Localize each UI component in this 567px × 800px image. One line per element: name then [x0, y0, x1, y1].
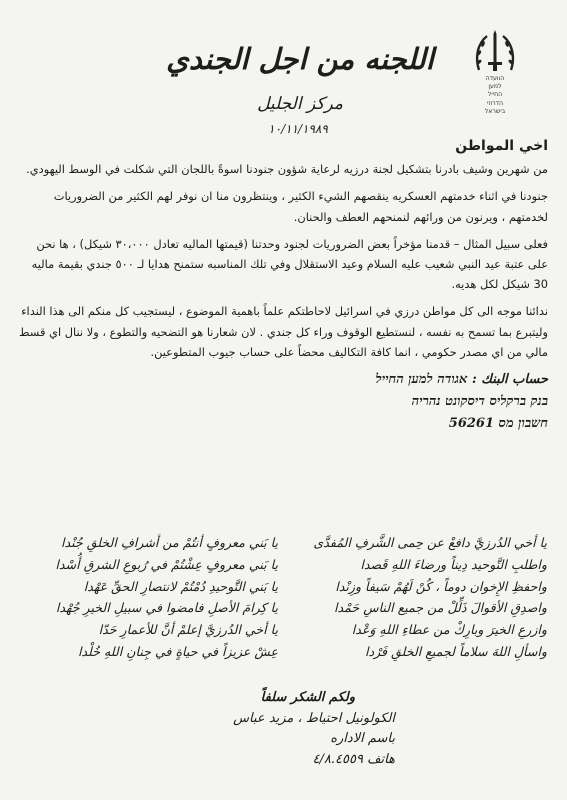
emblem-line: החייל — [487, 91, 503, 99]
bank-line — [18, 369, 548, 391]
bank-account-holder: אגודה למען החייל — [375, 372, 468, 388]
poem-verse: يا بَني معروفٍ عِشْتُمْ في رُبوعِ الشرقِ أُسْدا — [55, 556, 278, 572]
poem-verse: يا كِرامَ الأصلِ فامضوا في سبيلِ الخيرِ جُهْدا — [55, 600, 278, 616]
letterhead-title: اللجنه من اجل الجندي — [166, 42, 434, 76]
poem-verse: يا بَني التَّوحيدِ دُمْتُمْ لانتصارِ الحقِّ عَهْدا — [83, 578, 278, 594]
poem-verse: واطلبِ التَّوحيد دِيناً ورضاءَ اللهِ قَصدا — [360, 556, 547, 572]
poem-verse: واسألِ اللهَ سلاماً لجميعِ الخلقِ فَرْدا — [364, 643, 547, 659]
poem-verse: وازرعِ الخيرَ وبارِكْ من عطاءِ اللهِ وَعْدا — [351, 622, 547, 638]
poem-verse: واصدِقِ الأقوالَ ذَلِّلْ من جميع الناسِ حَمْدا — [334, 600, 547, 616]
bank-branch: בנק ברקליס דיסקונט נהריה — [411, 394, 548, 410]
poem-left-column — [24, 532, 278, 663]
sword-olive-emblem-icon — [473, 30, 517, 74]
bank-label: حساب البنك : — [471, 372, 548, 388]
poem-verse: عِشْ عزيزاً في حياةٍ في جِنانِ اللهِ خُلْدا — [77, 643, 278, 659]
poem-verse: يا بَني معروفٍ أنتُمْ من أشرافِ الخلقِ جُنْدا — [61, 535, 278, 550]
organization-emblem — [466, 30, 524, 114]
greeting: اخي المواطن — [455, 138, 548, 154]
letterhead-subtitle: مركز الجليل — [257, 94, 343, 114]
emblem-line: למען — [488, 83, 502, 91]
signer-org: باسم الاداره — [330, 731, 395, 746]
letter-date: ١٠/١١/١٩٨٩ — [268, 122, 328, 136]
paragraph: ندائنا موجه الى كل مواطن درزي في اسرائيل لاحاطتكم علماً باهمية الموضوع ، ليستجيب كل منكم الى هذا النداء وليتبرع بما تسمح به نفسه ، لنستطيع الوقوف وراء كل جندي . لان شعارنا هو التضحيه والتطوع ، ولا ننال اي قسط مالي من اي مصدر حكومي ، انما كافة التكاليف محضاً على حساب جيوب المتطوعين. — [19, 304, 548, 359]
bank-account-number: חשבון מס 56261 — [448, 416, 548, 432]
emblem-line: הוועדה — [485, 75, 505, 82]
phone-number: هاتف ٤/٨.٤٥٥٩ — [312, 751, 395, 767]
signature-block — [175, 688, 395, 770]
emblem-line: הדרוזי — [486, 99, 504, 107]
paragraph: فعلى سبيل المثال – قدمنا مؤخراً بعض الضروريات لجنود وحدتنا (قيمتها الماليه تعادل ٣٠،٠٠٠ شيكل) ، ها نحن على عتبة عيد النبي شعيب عليه السلام وعيد الاستقلال وفي تلك المناسبه ستمنح هدايا لـ ٥٠٠ جندي بقيمة ماليه 30 شيكل لكل هديه. — [31, 236, 548, 292]
emblem-line: בישראל — [484, 107, 506, 115]
paragraph: من شهرين وشيف بادرنا بتشكيل لجنة درزيه لرعاية شؤون جنودنا اسوةً باللجان التي شكلت في الوسط اليهودي. — [26, 162, 548, 177]
poem-verse: يا أخي الدُرزيَّ إعلمْ أنَّ للأعمارِ حَدّا — [98, 622, 278, 638]
poem-right-column — [295, 532, 547, 663]
poem-verse: يا أخي الدُرزيَّ دافعْ عن حِمى الشَّرفِ المُفدَّى — [313, 535, 547, 550]
signer-name: الكولونيل احتياط ، مزيد عباس — [233, 710, 395, 726]
thanks-line: ولكم الشكر سلفاً — [260, 690, 355, 705]
letter-body — [18, 136, 548, 435]
paragraph: جنودنا في اثناء خدمتهم العسكريه ينقصهم الشيء الكثير ، وينتظرون منا ان نوفر لهم الكثير من الضروريات لخدمتهم ، ويرنون من ورائهم لنمنحهم العطف والحنان. — [53, 189, 548, 224]
poem-verse: واحفظِ الإِخوان دوماً ، كُنْ لَهُمْ سَيفاً وزِنْدا — [335, 578, 547, 594]
